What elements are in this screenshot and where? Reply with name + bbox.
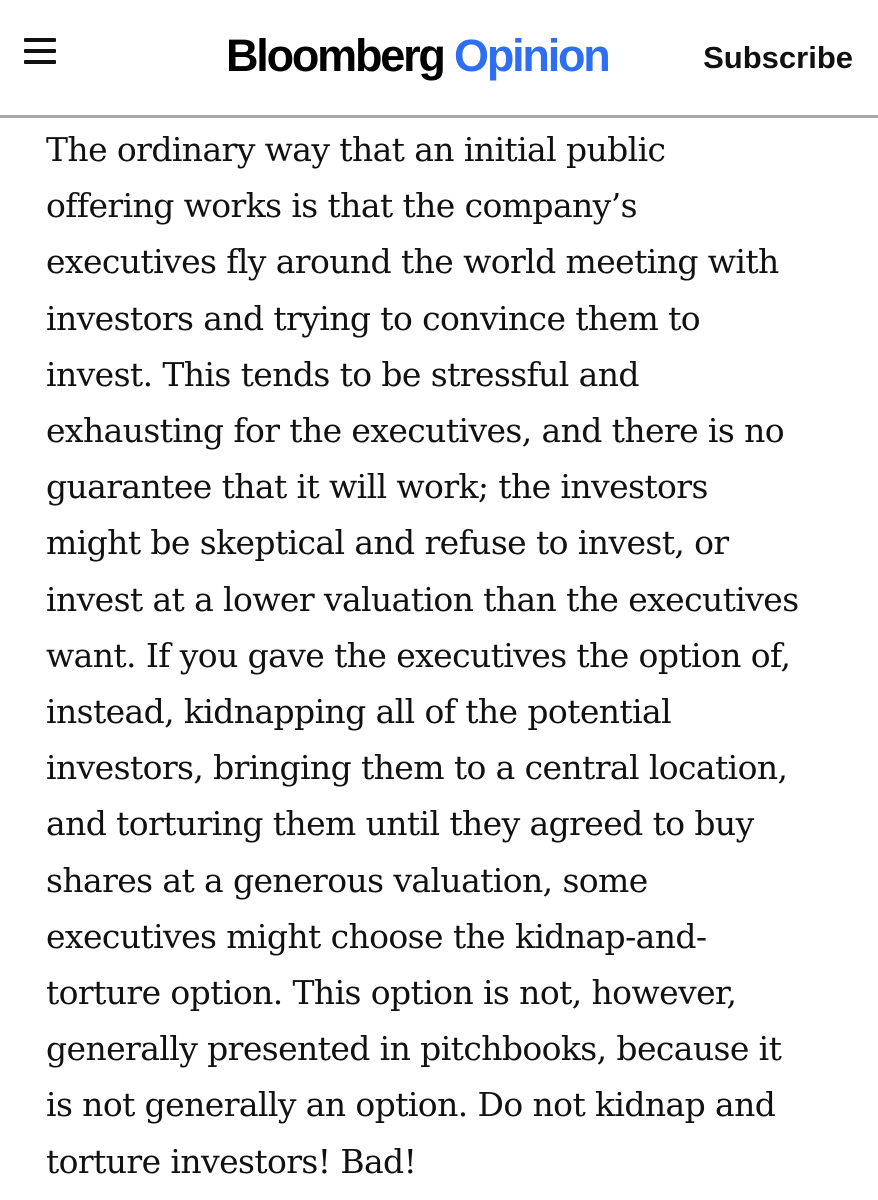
site-header <box>0 0 878 118</box>
logo-brand-text: Bloomberg <box>226 30 444 81</box>
hamburger-menu-icon[interactable] <box>24 38 56 64</box>
article-body-text: The ordinary way that an initial public offering works is that the company’s executives fly around the world meeting with investors and trying to convince them to invest. This tends to be stressful and exhausting for the executives, and there is no guarantee that it will work; the investors might be skeptical and refuse to invest, or invest at a lower valuation than the executives want. If you gave the executives the option of, instead, kidnapping all of the potential investors, bringing them to a central location, and torturing them until they agreed to buy shares at a generous valuation, some executives might choose the kidnap-and- torture option. This option is not, however, generally presented in pitchbooks, because it is not generally an option. Do not kidnap and torture investors! Bad! <box>46 130 799 1181</box>
subscribe-button[interactable]: Subscribe <box>703 40 853 75</box>
bloomberg-opinion-logo[interactable] <box>226 30 609 82</box>
menu-bar-middle <box>24 49 56 53</box>
menu-bar-bottom <box>24 60 56 64</box>
menu-bar-top <box>24 38 56 42</box>
logo-section-text: Opinion <box>454 30 609 81</box>
